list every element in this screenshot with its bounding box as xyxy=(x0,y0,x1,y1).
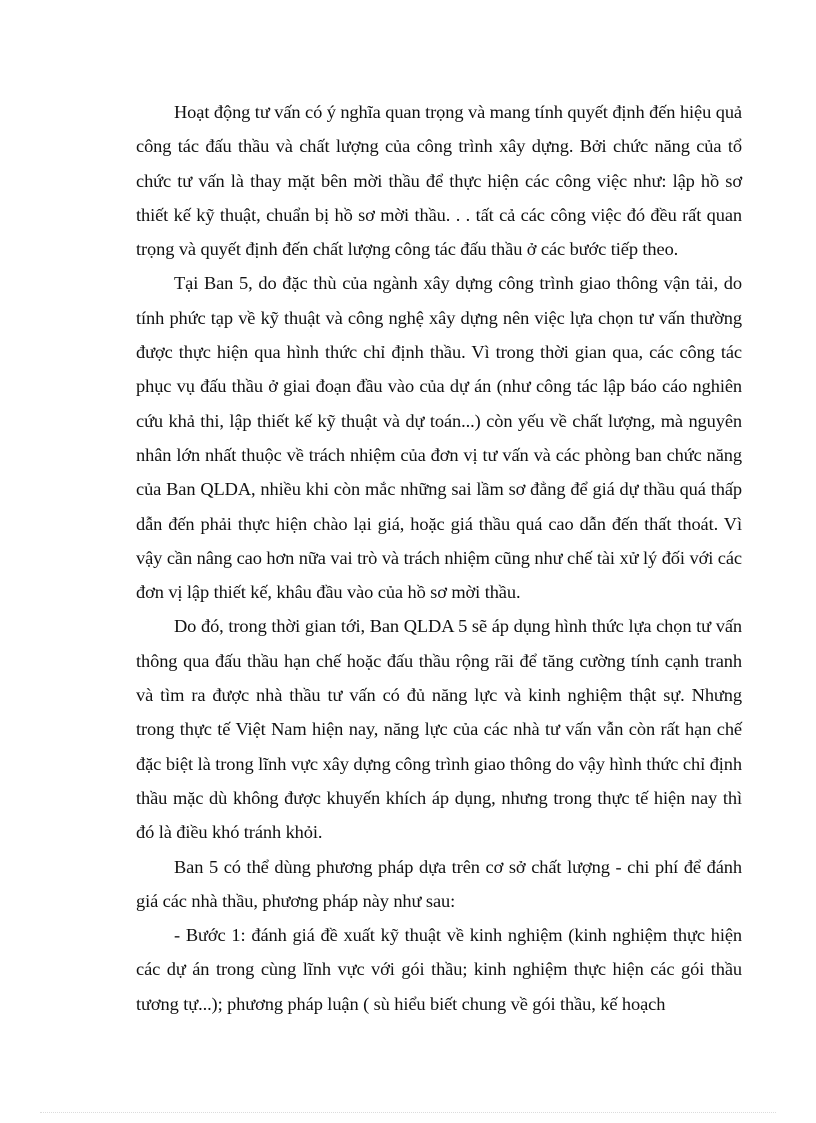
paragraph-quality-cost-method: Ban 5 có thể dùng phương pháp dựa trên cơ sở chất lượng - chi phí để đánh giá các nhà thầu, phương pháp này như sau: xyxy=(136,856,742,911)
paragraph-ban5-designated-bidding: Tại Ban 5, do đặc thù của ngành xây dựng công trình giao thông vận tải, do tính phức tạp về kỹ thuật và công nghệ xây dựng nên việc lựa chọn tư vấn thường được thực hiện qua hình thức chỉ định thầu. Vì trong thời gian qua, các công tác phục vụ đấu thầu ở giai đoạn đầu vào của dự án (như công tác lập báo cáo nghiên cứu khả thi, lập thiết kế kỹ thuật và dự toán...) còn yếu về chất lượng, mà nguyên nhân lớn nhất thuộc về trách nhiệm của đơn vị tư vấn và các phòng ban chức năng của Ban QLDA, nhiều khi còn mắc những sai lầm sơ đẳng để giá dự thầu quá thấp dẫn đến phải thực hiện chào lại giá, hoặc giá thầu quá cao dẫn đến thất thoát. Vì vậy cần nâng cao hơn nữa vai trò và trách nhiệm cũng như chế tài xử lý đối với các đơn vị lập thiết kế, khâu đầu vào của hồ sơ mời thầu. xyxy=(136,273,742,603)
document-body xyxy=(136,95,742,1021)
paragraph-step-1: - Bước 1: đánh giá đề xuất kỹ thuật về kinh nghiệm (kinh nghiệm thực hiện các dự án trong cùng lĩnh vực với gói thầu; kinh nghiệm thực hiện các gói thầu tương tự...); phương pháp luận ( sù hiểu biết chung về gói thầu, kế hoạch xyxy=(136,925,742,1014)
paragraph-consulting-importance: Hoạt động tư vấn có ý nghĩa quan trọng và mang tính quyết định đến hiệu quả công tác đấu thầu và chất lượng của công trình xây dựng. Bởi chức năng của tổ chức tư vấn là thay mặt bên mời thầu để thực hiện các công việc như: lập hồ sơ thiết kế kỹ thuật, chuẩn bị hồ sơ mời thầu. . . tất cả các công việc đó đều rất quan trọng và quyết định đến chất lượng công tác đấu thầu ở các bước tiếp theo. xyxy=(136,102,742,260)
page-bottom-divider xyxy=(40,1112,776,1113)
paragraph-future-competitive-bidding: Do đó, trong thời gian tới, Ban QLDA 5 sẽ áp dụng hình thức lựa chọn tư vấn thông qua đấu thầu hạn chế hoặc đấu thầu rộng rãi để tăng cường tính cạnh tranh và tìm ra được nhà thầu tư vấn có đủ năng lực và kinh nghiệm thật sự. Nhưng trong thực tế Việt Nam hiện nay, năng lực của các nhà tư vấn vẫn còn rất hạn chế đặc biệt là trong lĩnh vực xây dựng công trình giao thông do vậy hình thức chỉ định thầu mặc dù không được khuyến khích áp dụng, nhưng trong thực tế hiện nay thì đó là điều khó tránh khỏi. xyxy=(136,616,742,843)
